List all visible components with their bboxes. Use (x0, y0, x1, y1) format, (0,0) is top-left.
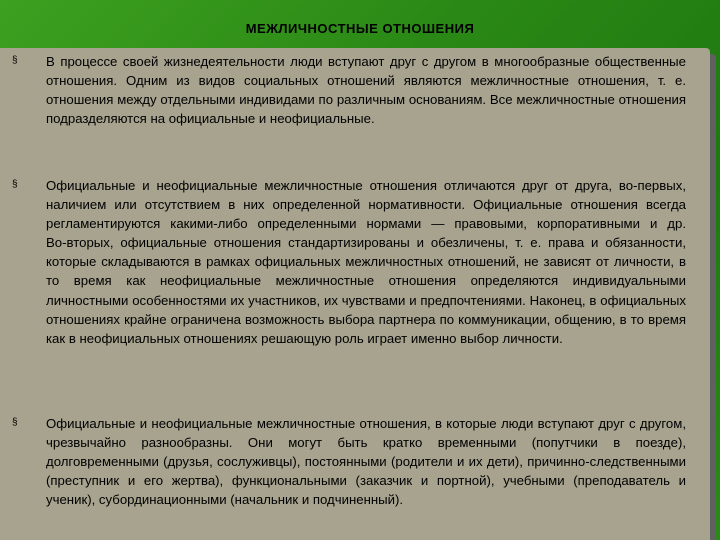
paragraph-text: Официальные и неофициальные межличностные отношения, в которые люди вступают друг с другом, чрезвычайно разнообразны. Они могут быть кратко временными (попутчики в поезде), долговременными (друзья, сослуживцы), постоянными (родители и их дети), причинно‑следственными (преступник и его жертва), функциональными (заказчик и портной), учебными (преподаватель и ученик), субординационными (начальник и подчиненный). (46, 416, 686, 508)
square-bullet-icon: § (12, 179, 18, 190)
square-bullet-icon: § (12, 417, 18, 428)
square-bullet-icon: § (12, 55, 18, 66)
paragraph-text: В процессе своей жизнедеятельности люди вступают друг с другом в многообразные общественные отношения. Одним из видов социальных отношений являются межличностные отношения, т. е. отношения между отдельными индивидами по различным основаниям. Все межличностные отношения подразделяются на официальные и неофициальные. (46, 54, 686, 127)
paragraph-text: Официальные и неофициальные межличностные отношения отличаются друг от друга, во‑первых, наличием или отсутствием в них определенной нормативности. Официальные отношения всегда регламентируются какими‑либо определенными нормами — правовыми, корпоративными и др. Во‑вторых, официальные отношения стандартизированы и обезличены, т. е. права и обязанности, которые складываются в рамках официальных межличностных отношений, не зависят от личности, в то время как неофициальные межличностные отношения определяются индивидуальными личностными особенностями их участников, их чувствами и предпочтениями. Наконец, в официальных отношениях крайне ограничена возможность выбора партнера по коммуникации, общению, в то время как в неофициальных отношениях решающую роль играет именно выбор личности. (46, 178, 686, 346)
slide-title: МЕЖЛИЧНОСТНЫЕ ОТНОШЕНИЯ (245, 21, 475, 36)
